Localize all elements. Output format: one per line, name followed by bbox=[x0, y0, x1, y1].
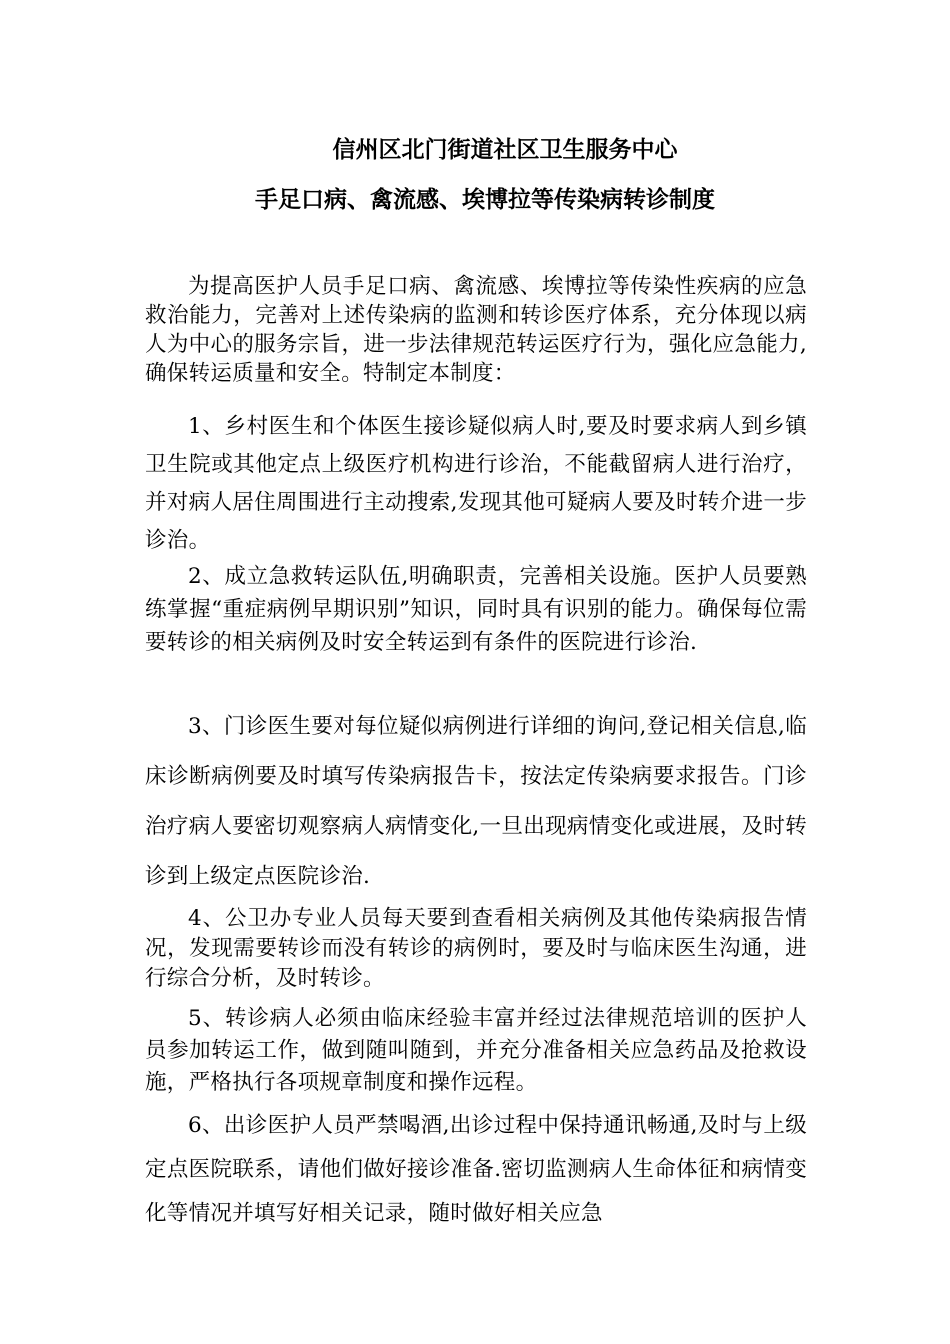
rule-item-6: 6、出诊医护人员严禁喝酒,出诊过程中保持通讯畅通,及时与上级定点医院联系，请他们做好接诊准备.密切监测病人生命体征和病情变化等情况并填写好相关记录，随时做好相关应急 bbox=[145, 1113, 807, 1226]
rule-item-4: 4、公卫办专业人员每天要到查看相关病例及其他传染病报告情况，发现需要转诊而没有转诊的病例时，要及时与临床医生沟通，进行综合分析，及时转诊。 bbox=[145, 906, 807, 991]
rule-item-3: 3、门诊医生要对每位疑似病例进行详细的询问,登记相关信息,临床诊断病例要及时填写传染病报告卡，按法定传染病要求报告。门诊治疗病人要密切观察病人病情变化,一旦出现病情变化或进展，及时转诊到上级定点医院诊治. bbox=[145, 714, 807, 889]
rule-item-2: 2、成立急救转运队伍,明确职责，完善相关设施。医护人员要熟练掌握“重症病例早期识别”知识，同时具有识别的能力。确保每位需要转诊的相关病例及时安全转运到有条件的医院进行诊治. bbox=[145, 564, 807, 655]
intro-paragraph: 为提高医护人员手足口病、禽流感、埃博拉等传染性疾病的应急救治能力，完善对上述传染病的监测和转诊医疗体系，充分体现以病人为中心的服务宗旨，进一步法律规范转运医疗行为，强化应急能力,确保转运质量和安全。特制定本制度： bbox=[145, 274, 807, 386]
rule-item-1: 1、乡村医生和个体医生接诊疑似病人时,要及时要求病人到乡镇卫生院或其他定点上级医疗机构进行诊治，不能截留病人进行治疗，并对病人居住周围进行主动搜索,发现其他可疑病人要及时转介进一步诊治。 bbox=[145, 414, 807, 553]
document-title-line1: 信州区北门街道社区卫生服务中心 bbox=[332, 136, 678, 163]
document-title-line2: 手足口病、禽流感、埃博拉等传染病转诊制度 bbox=[255, 186, 715, 213]
rule-item-5: 5、转诊病人必须由临床经验丰富并经过法律规范培训的医护人员参加转运工作，做到随叫随到，并充分准备相关应急药品及抢救设施，严格执行各项规章制度和操作远程。 bbox=[145, 1006, 807, 1095]
